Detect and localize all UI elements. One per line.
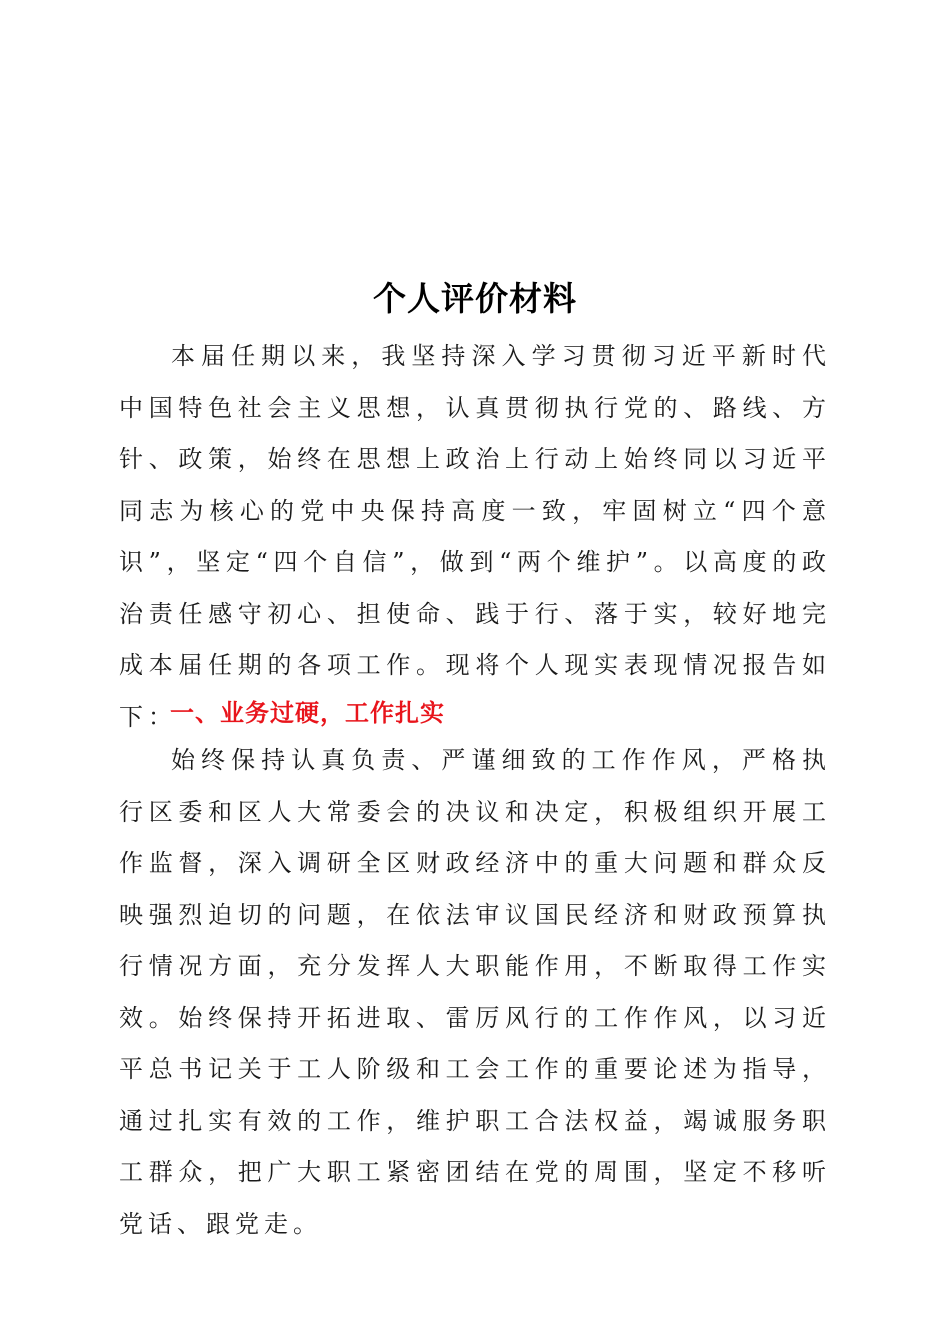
section-heading: 一、业务过硬，工作扎实	[170, 699, 445, 727]
document-title: 个人评价材料	[373, 279, 577, 319]
intro-paragraph: 本届任期以来，我坚持深入学习贯彻习近平新时代中国特色社会主义思想，认真贯彻执行党的、路线、方针、政策，始终在思想上政治上行动上始终同以习近平同志为核心的党中央保持高度一致，牢固树立“四个意识”，坚定“四个自信”，做到“两个维护”。以高度的政治责任感守初心、担使命、践于行、落于实，较好地完成本届任期的各项工作。现将个人现实表现情况报告如下：	[119, 342, 831, 731]
section-body-paragraph: 始终保持认真负责、严谨细致的工作作风，严格执行区委和区人大常委会的决议和决定，积极组织开展工作监督，深入调研全区财政经济中的重大问题和群众反映强烈迫切的问题，在依法审议国民经济和财政预算执行情况方面，充分发挥人大职能作用，不断取得工作实效。始终保持开拓进取、雷厉风行的工作作风，以习近平总书记关于工人阶级和工会工作的重要论述为指导，通过扎实有效的工作，维护职工合法权益，竭诚服务职工群众，把广大职工紧密团结在党的周围，坚定不移听党话、跟党走。	[119, 746, 831, 1238]
